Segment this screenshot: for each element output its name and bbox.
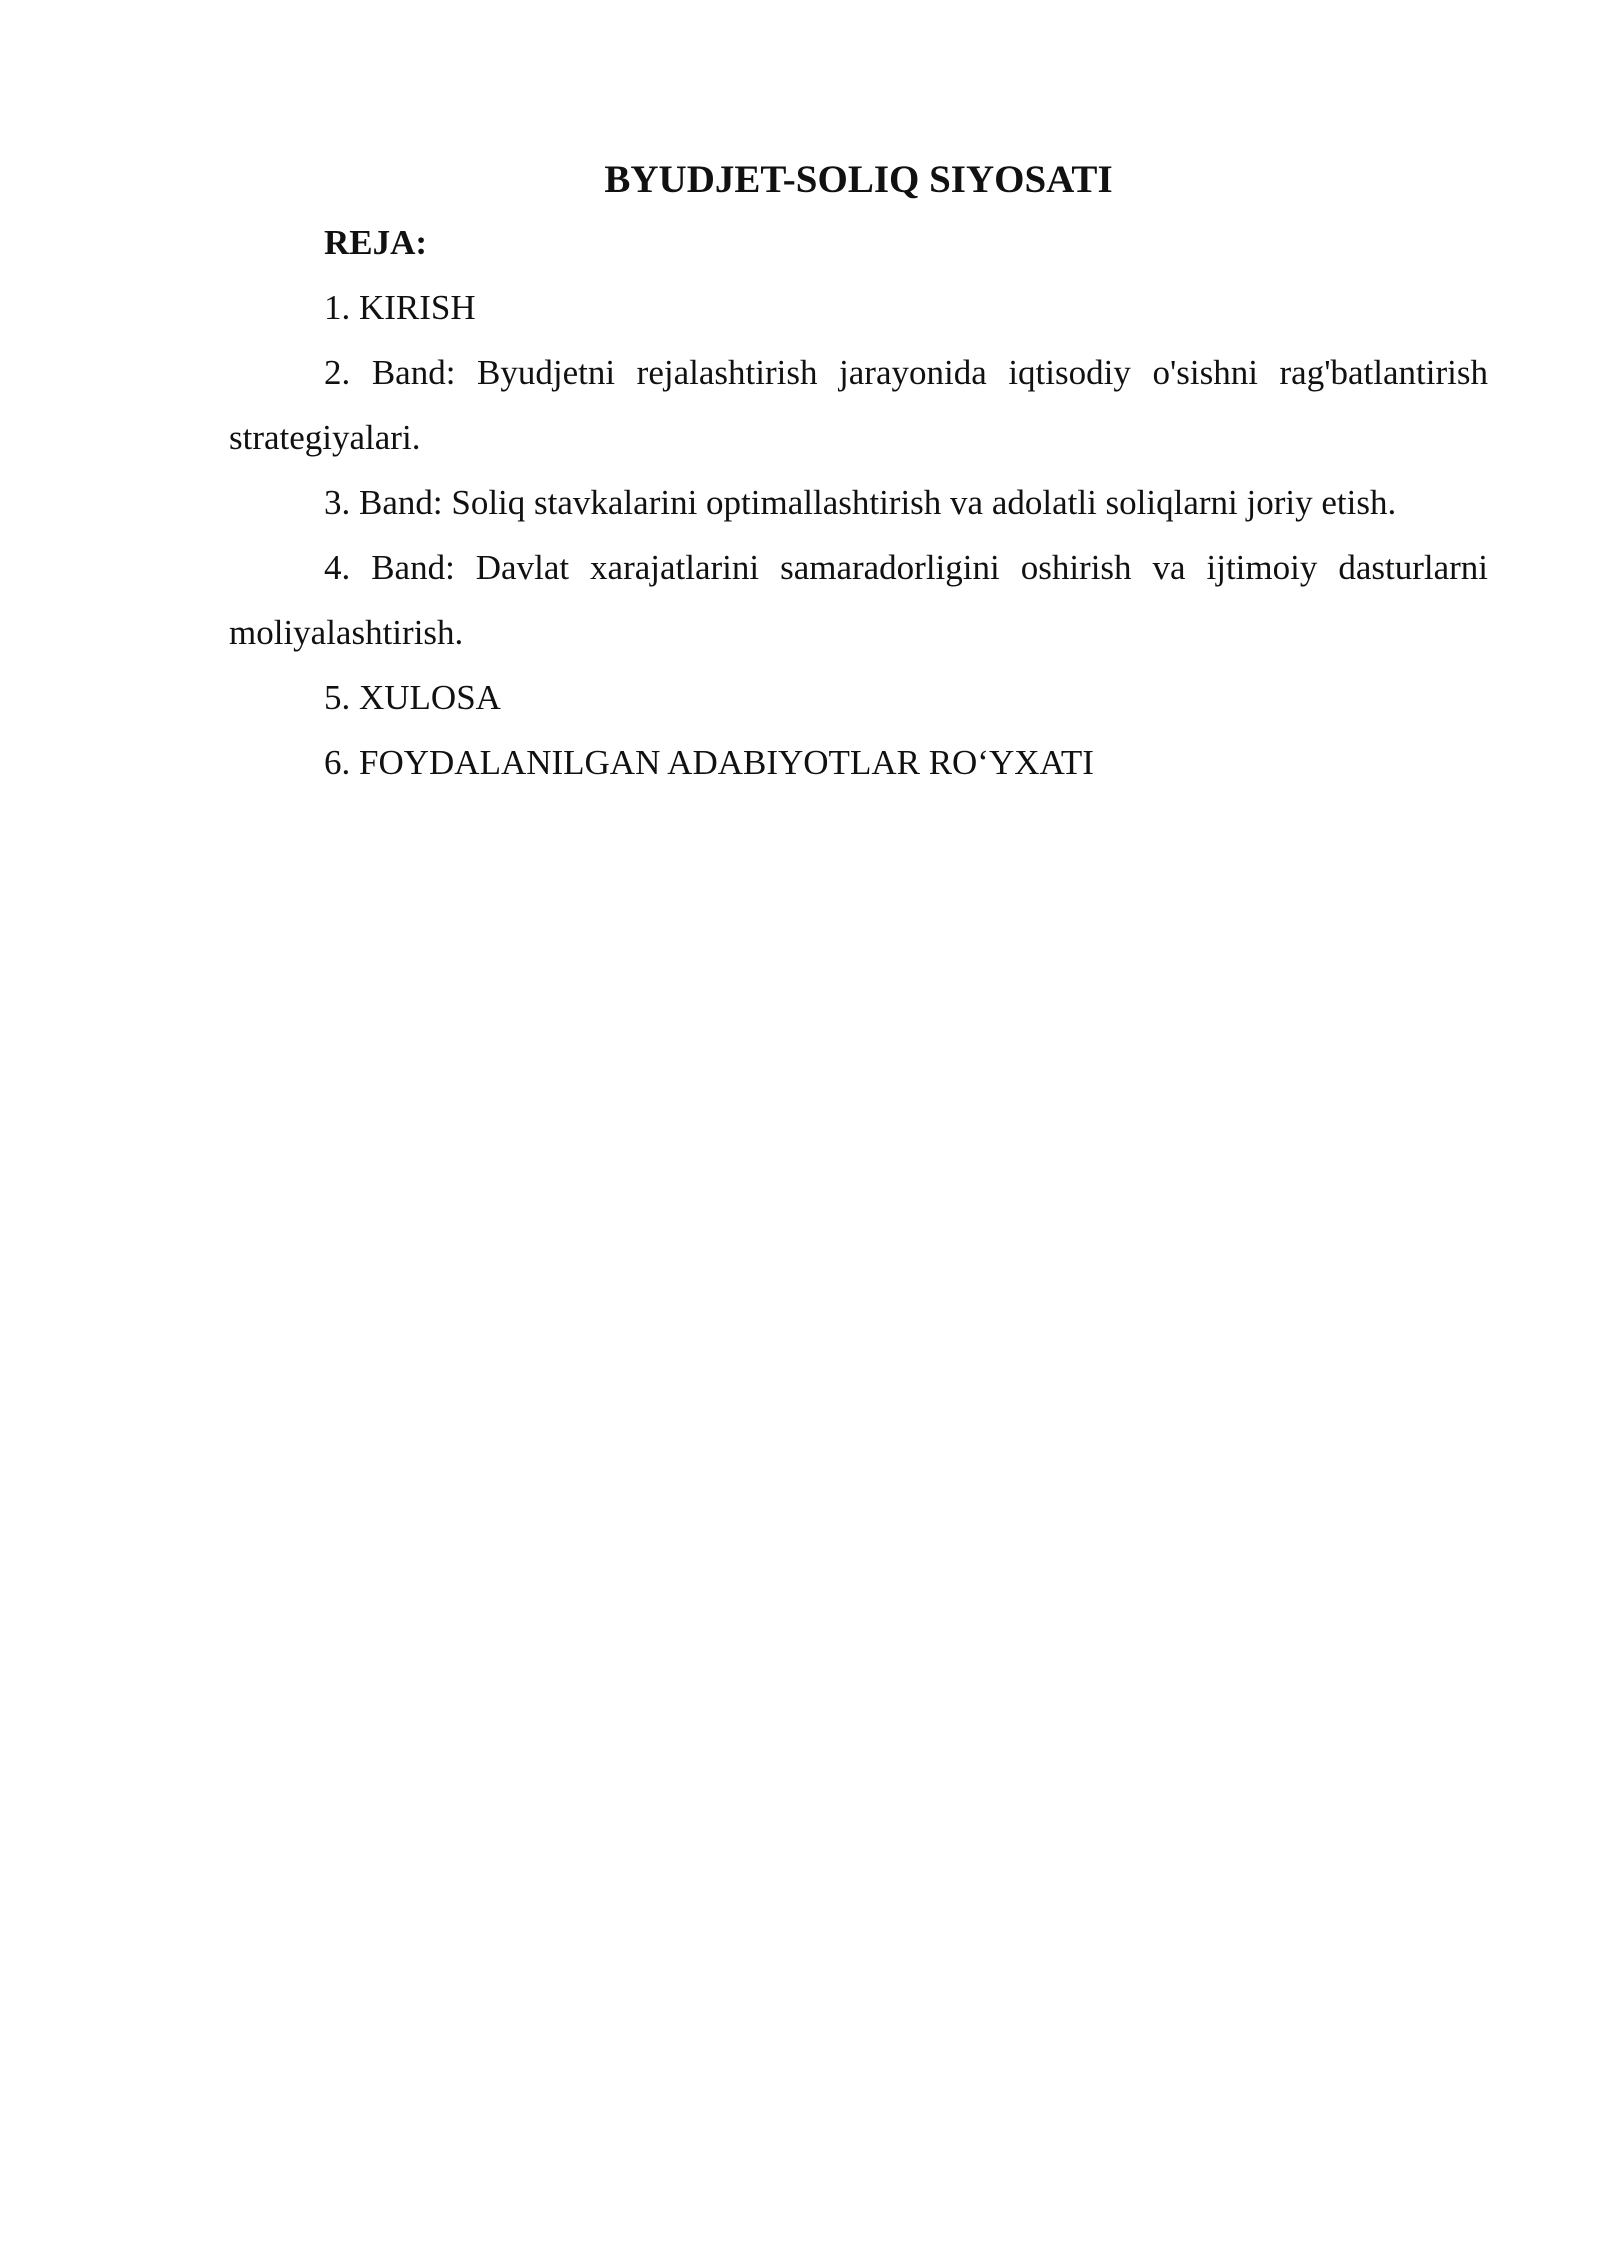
plan-item-references: 6. FOYDALANILGAN ADABIYOTLAR RO‘YXATI [324, 743, 1094, 782]
plan-item-budget-planning: 2. Band: Byudjetni rejalashtirish jarayonida iqtisodiy o'sishni rag'batlantirish strategiyalari. [229, 353, 1488, 457]
document-title: BYUDJET-SOLIQ SIYOSATI [604, 158, 1113, 201]
document-body [229, 150, 1488, 795]
plan-item-introduction: 1. KIRISH [324, 288, 476, 327]
plan-item-tax-rates: 3. Band: Soliq stavkalarini optimallashtirish va adolatli soliqlarni joriy etish. [324, 483, 1397, 522]
plan-item-conclusion: 5. XULOSA [324, 678, 501, 717]
plan-item-state-expenditure: 4. Band: Davlat xarajatlarini samaradorligini oshirish va ijtimoiy dasturlarni moliyalashtirish. [229, 548, 1488, 652]
plan-list [229, 275, 1488, 795]
plan-heading: REJA: [324, 223, 428, 262]
